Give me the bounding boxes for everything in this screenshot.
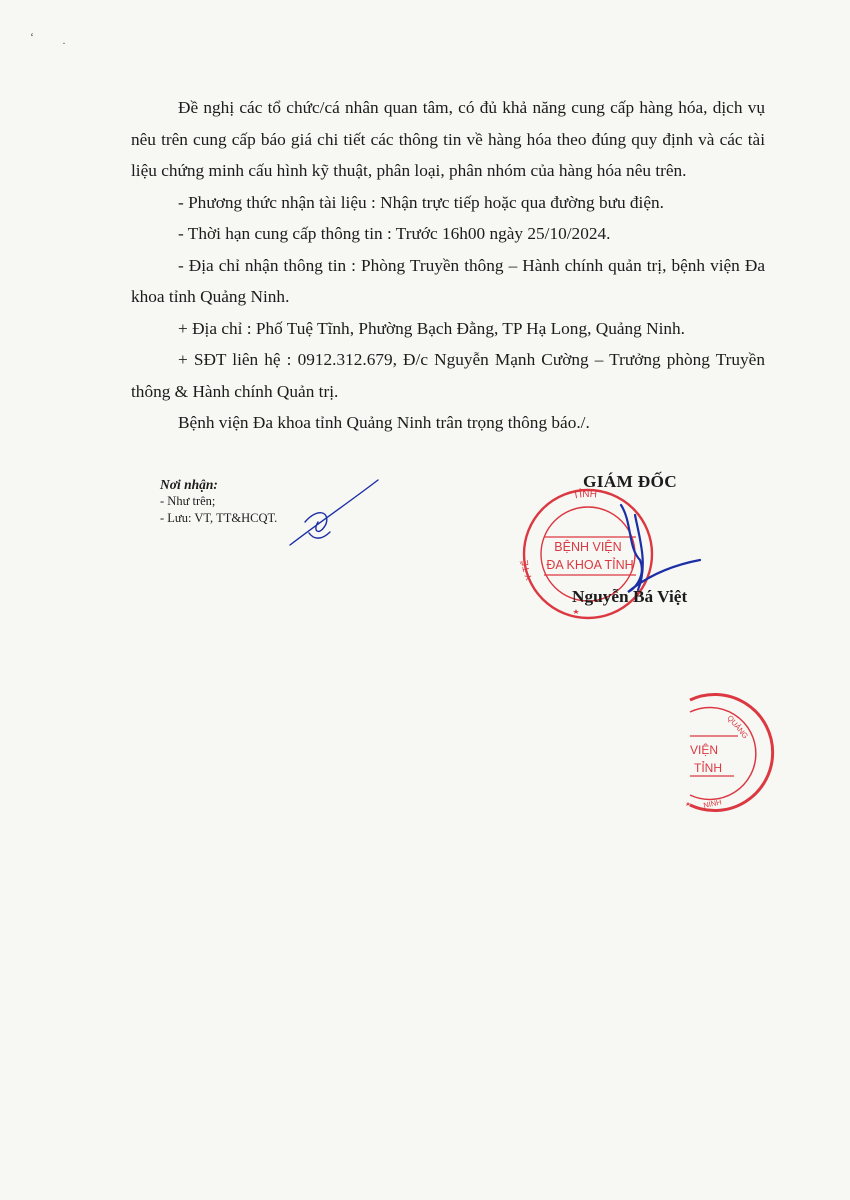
scan-speck: · [62,36,66,50]
svg-text:Y TẾ [520,559,534,581]
street-address-line: + Địa chỉ : Phố Tuệ Tĩnh, Phường Bạch Đằng, TP Hạ Long, Quảng Ninh. [178,318,685,338]
partial-seal-stamp [686,695,773,811]
receiving-address-line: - Địa chỉ nhận thông tin : Phòng Truyền thông – Hành chính quản trị, bệnh viện Đa khoa tỉnh Quảng Ninh. [131,255,765,306]
stamp-left-text: Y TẾ [519,559,535,582]
recipient-line: - Lưu: VT, TT&HCQT. [160,511,278,525]
request-paragraph: Đề nghị các tổ chức/cá nhân quan tâm, có đủ khả năng cung cấp hàng hóa, dịch vụ nêu trên cung cấp báo giá chi tiết các thông tin về hàng hóa theo đúng quy định và các tài liệu chứng minh cấu hình kỹ thuật, phân loại, phân nhóm của hàng hóa nêu trên. [131,98,765,180]
partial-stamp-bottom-text: NINH [702,797,723,810]
partial-stamp-line-2: TỈNH [694,761,722,775]
method-line: - Phương thức nhận tài liệu : Nhận trực tiếp hoặc qua đường bưu điện. [178,192,664,212]
stamp-line-2: ĐA KHOA TỈNH [546,558,634,572]
deadline-line: - Thời hạn cung cấp thông tin : Trước 16h00 ngày 25/10/2024. [178,224,611,243]
scan-speck: ‘ [30,30,34,44]
signer-position: GIÁM ĐỐC [583,472,678,491]
closing-line: Bệnh viện Đa khoa tỉnh Quảng Ninh trân trọng thông báo./. [178,413,590,432]
stamp-line-1: BỆNH VIỆN [554,540,622,554]
partial-stamp-line-1: VIỆN [690,743,719,757]
partial-stamp-top-text: QUẢNG [725,713,751,741]
initial-signature [290,480,378,545]
signer-name: Nguyễn Bá Việt [572,587,688,606]
director-signature [621,505,700,592]
recipients-title: Nơi nhận: [160,477,218,492]
stamp-top-text: TỈNH [572,488,598,502]
contact-line: + SĐT liên hệ : 0912.312.679, Đ/c Nguyễn Mạnh Cường – Trưởng phòng Truyền thông & Hành chính Quản trị. [131,350,765,401]
recipient-line: - Như trên; [160,494,216,508]
